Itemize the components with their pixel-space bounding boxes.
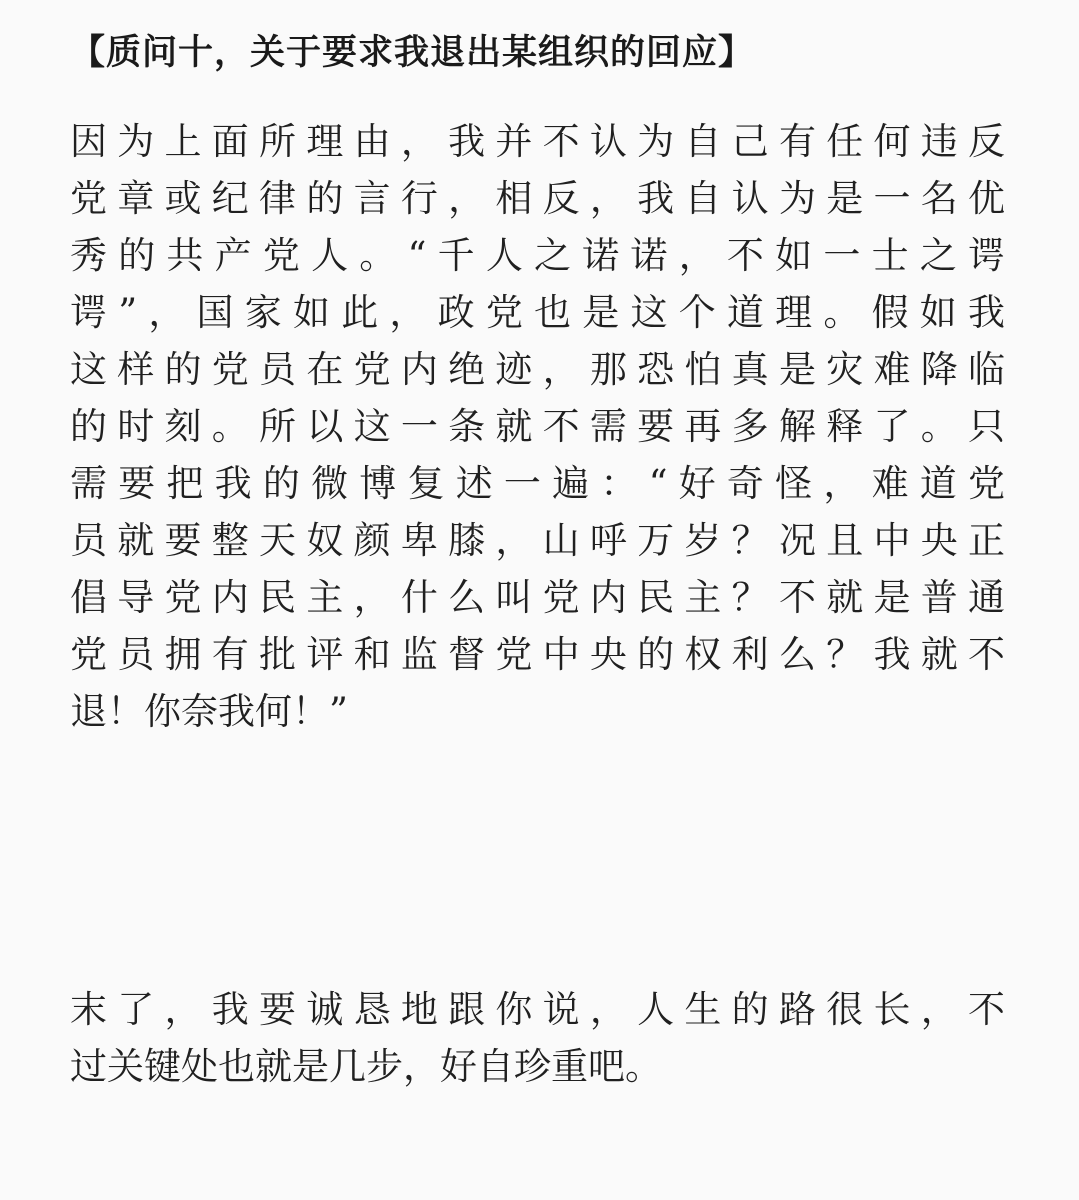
text-line: 的时刻。所以这一条就不需要再多解释了。只 bbox=[70, 405, 1005, 448]
section-heading: 【质问十，关于要求我退出某组织的回应】 bbox=[70, 33, 755, 73]
paragraph-1 bbox=[70, 113, 1005, 740]
text-line: 这样的党员在党内绝迹，那恐怕真是灾难降临 bbox=[70, 348, 1005, 391]
text-line: 党员拥有批评和监督党中央的权利么？我就不 bbox=[70, 633, 1005, 676]
text-line: 需要把我的微博复述一遍：“好奇怪，难道党 bbox=[70, 462, 1005, 505]
text-line: 党章或纪律的言行，相反，我自认为是一名优 bbox=[70, 177, 1005, 220]
text-line: 员就要整天奴颜卑膝，山呼万岁？况且中央正 bbox=[70, 519, 1005, 562]
paragraph-2 bbox=[70, 981, 1005, 1095]
text-line: 末了，我要诚恳地跟你说，人生的路很长，不 bbox=[70, 988, 1005, 1031]
text-line: 退！你奈我何！” bbox=[70, 690, 348, 733]
text-line: 谔”，国家如此，政党也是这个道理。假如我 bbox=[70, 291, 1005, 334]
text-line: 过关键处也就是几步，好自珍重吧。 bbox=[70, 1045, 662, 1088]
text-line: 秀的共产党人。“千人之诺诺，不如一士之谔 bbox=[70, 234, 1005, 277]
text-line: 倡导党内民主，什么叫党内民主？不就是普通 bbox=[70, 576, 1005, 619]
text-line: 因为上面所理由，我并不认为自己有任何违反 bbox=[70, 120, 1005, 163]
